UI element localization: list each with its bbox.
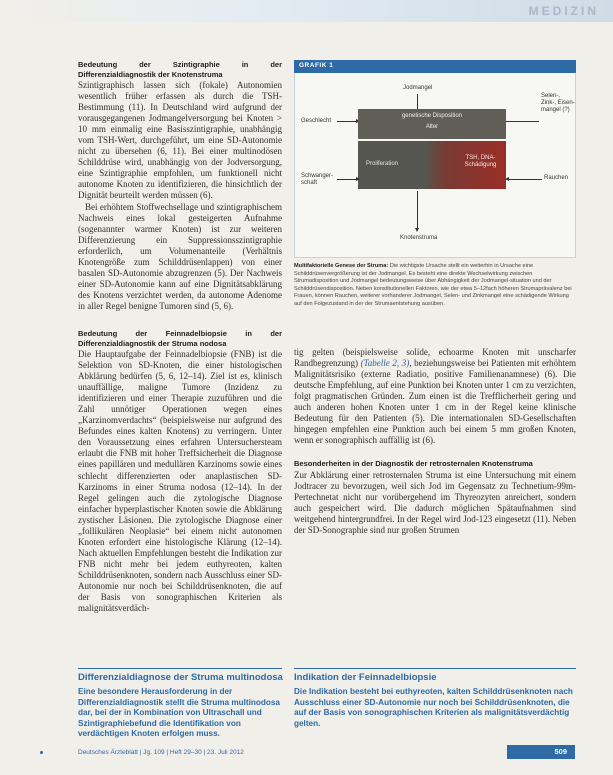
footer-journal: Deutsches Ärzteblatt | Jg. 109 | Heft 29–30 | 23. Juli 2012 [78, 749, 244, 756]
section-heading-retrosternal: Besonderheiten in der Diagnostik der retrosternalen Knotenstruma [294, 459, 533, 469]
section-heading-scintigraphy: Bedeutung der Szintigraphie in der Differenzialdiagnostik der Knotenstruma [78, 60, 282, 79]
infobox-title: Differenzialdiagnose der Struma multinodosa [78, 672, 283, 683]
arrow-to-struma [417, 191, 418, 229]
table-reference-link[interactable]: (Tabelle 2, 3) [360, 358, 410, 369]
node-selenium: Selen-, Zink-, Eisen-mangel (?) [541, 93, 575, 113]
proliferation-box [358, 141, 506, 189]
paragraph: Zur Abklärung einer retrosternalen Struma ist eine Untersuchung mit einem Jodtracer zu bevorzugen, weil sich Jod im Gegensatz zu Technetium-99m-Pertechnetat nicht nur vorübergehend im Thyreozyten anreichert, sondern auch gespeichert wird. Die dadurch möglichen Spätaufnahmen sind weitgehend hintergrundfrei. In der Regel wird Jod-123 eingesetzt (11). Neben der SD-Sonographie sind nur großen Strumen [294, 469, 576, 536]
section-title: MEDIZIN [528, 4, 599, 18]
node-tsh: TSH, DNA-Schädigung [464, 155, 497, 168]
arrow-schwangerschaft [337, 179, 357, 180]
left-column-middle [78, 329, 282, 614]
section-heading-fnb: Bedeutung der Feinnadelbiopsie in der Differenzialdiagnostik der Struma nodosa [78, 329, 282, 348]
infobox-differential [78, 672, 288, 738]
node-genetics: genetische Disposition [401, 113, 463, 119]
node-age: Alter [425, 124, 439, 130]
node-geschlecht: Geschlecht [301, 118, 332, 124]
paragraph [294, 347, 576, 446]
page-number: 509 [507, 745, 575, 759]
box-rule-right [294, 668, 576, 669]
figure-label: GRAFIK 1 [294, 60, 576, 73]
paragraph: Die Hauptaufgabe der Feinnadelbiopsie (FNB) ist die Selektion von SD-Knoten, die einer histologischen Abklärung bedürfen (5, 6, 12–14). Ziel ist es, klinisch unauffällige, maligne Tumore (Inzidenz zu identifizieren und einer Therapie zuzuführen und die Zahl unnötiger Operationen wegen eines „Karzinomverdachts“ (beispielsweise nur aufgrund des Befundes eines kalten Knotens) zu verringern. Unter den Voraussetzung eines erfahren Untersuchersteam erlaubt die FNB mit hoher Treffsicherheit die Diagnose eines papillären und medullären Karzinoms sowie eines schlecht differenzierten oder anaplastischen SD-Karzinoms in einer Struma nodosa (12–14). In der Regel gelingen auch die zytologische Diagnose einfacher hyperplastischer Knoten sowie die Abklärung zystischer Läsionen. Die zytologische Diagnose einer „follikulären Neoplasie“ bei einem nicht autonomen Knoten erfordert eine histologische Klärung (12–14). Nach aktuellen Empfehlungen besteht die Indikation zur FNB nicht mehr bei jedem euthyreoten, kalten Schilddrüsenknoten, sondern nach Ausschluss einer SD-Autonomie nur noch bei Schilddrüsenknoten, die auf der Basis von sonographischen Kriterien als malignitätsverdäch- [78, 349, 282, 614]
text-run: , beziehungsweise bei Patienten mit erhöhtem Malignitätsrisiko (externe Radiatio, positive Familienanamnese) (6). Die deutsche Empfehlung, auf eine Punktion bei Knoten unter 1 cm zu verzichten, folgt pragmatischen Gründen. Zum einen ist die Trefflicherheit gering und auch anderen hohen Knoten unter 1 cm in der Regel keine klinische Bedeutung für den Patienten (5). Die internationalen SD-Gesellschaften hingegen empfehlen eine Punktion auch bei einem 5 mm großen Knoten, wenn er sonographisch auffällig ist (6). [294, 358, 577, 446]
infobox-text: Eine besondere Herausforderung in der Differenzialdiagnostik stellt die Struma multinodosa dar, bei der in Kombination von Ultraschall und Szintigraphiebefund die Identifikation von verdächtigen Knoten erfolgen muss. [78, 687, 280, 738]
box-rule-left [78, 668, 282, 669]
node-schwangerschaft: Schwanger-schaft [301, 173, 334, 186]
text-run: tig gelten (beispielsweise solide, echoarme Knoten mit unscharfer Randbegrenzung) [294, 347, 576, 369]
caption-title: Multifaktorielle Genese der Struma: [294, 263, 389, 269]
right-column [294, 347, 576, 536]
node-rauchen: Rauchen [544, 175, 569, 181]
node-jodmangel: Jodmangel [403, 85, 433, 91]
arrow-rauchen [508, 179, 542, 180]
paragraph: Szintigraphisch lassen sich (fokale) Autonomien wesentlich früher erfassen als durch die TSH-Bestimmung (11). In Deutschland wird aufgrund der vorausgegangenen Jodmangelversorgung bei Knoten > 10 mm einmalig eine Basisszintigraphie, unabhängig vom TSH-Wert, durchgeführt, um eine SD-Autonomie nicht zu übersehen (6, 11). Bei einer multinodösen Schilddrüse wird, unabhängig von der Jodversorgung, eine Szintigraphie empfohlen, um funktionell nicht autonome Knoten zu identifizieren, die hinsichtlich der Dignität beurteilt werden müssen (6). [78, 80, 282, 201]
infobox-title: Indikation der Feinnadelbiopsie [294, 672, 437, 683]
figure-caption [294, 263, 576, 309]
arrow-geschlecht [337, 121, 357, 122]
arrow-selenium [505, 121, 539, 122]
figure-diagram [294, 73, 576, 258]
paragraph: Bei erhöhtem Stoffwechsellage und szintigraphischem Nachweis eines lokal gesteigerten Aufnahme (sogenannter warmer Knoten) ist zur weiteren Differenzierung ein Suppressionsszintigraphie erforderlich, um Volumenanteile (Verhältnis Knotengröße zum Schilddrüsenlappen) von einer basalen SD-Autonomie abzugrenzen (5). Der Nachweis einer SD-Autonomie kann auf eine Dignitätsabklärung des Knotens verzichtet werden, da autonome Adenome in aller Regel benigne Tumoren sind (5, 6). [78, 201, 282, 311]
infobox-text: Die Indikation besteht bei euthyreoten, kalten Schilddrüsenknoten nach Ausschluss einer SD-Autonomie nur noch bei Schilddrüsenknoten, die auf der Basis von sonographischen Kriterien als malignitätsverdächtig gelten. [294, 687, 573, 728]
page-header-band [0, 0, 613, 22]
caption-text: Die wichtigste Ursache stellt ein weiterhin in Ursache eine Schilddrüsenvergrößerung ist der Jodmangel. Es besteht eine direkte Wechselwirkung zwischen Strumadisposition und Jodmangel bedeutungsweise über Abhängigkeit der Jodmangel-situation und der Schilddrüsendisposition. Neben konstitutionellen Faktoren, wie der etwa 5–12fach höheren Strumaprävalenz bei Frauen, können Rauchen, weiterer vorhanderer Jodmangel, Selen- und Zinkmangel eine schädigende Wirkung auf den Folgezustand in der der Strumaentstehung ausüben. [294, 263, 572, 307]
genetics-box [358, 109, 506, 139]
node-proliferation: Proliferation [366, 161, 399, 167]
figure-grafik-1 [294, 60, 576, 309]
footer-dot [40, 751, 43, 754]
left-column-top [78, 60, 282, 312]
infobox-fnb-indication [294, 672, 576, 732]
node-knotenstruma: Knotenstruma [400, 235, 438, 241]
